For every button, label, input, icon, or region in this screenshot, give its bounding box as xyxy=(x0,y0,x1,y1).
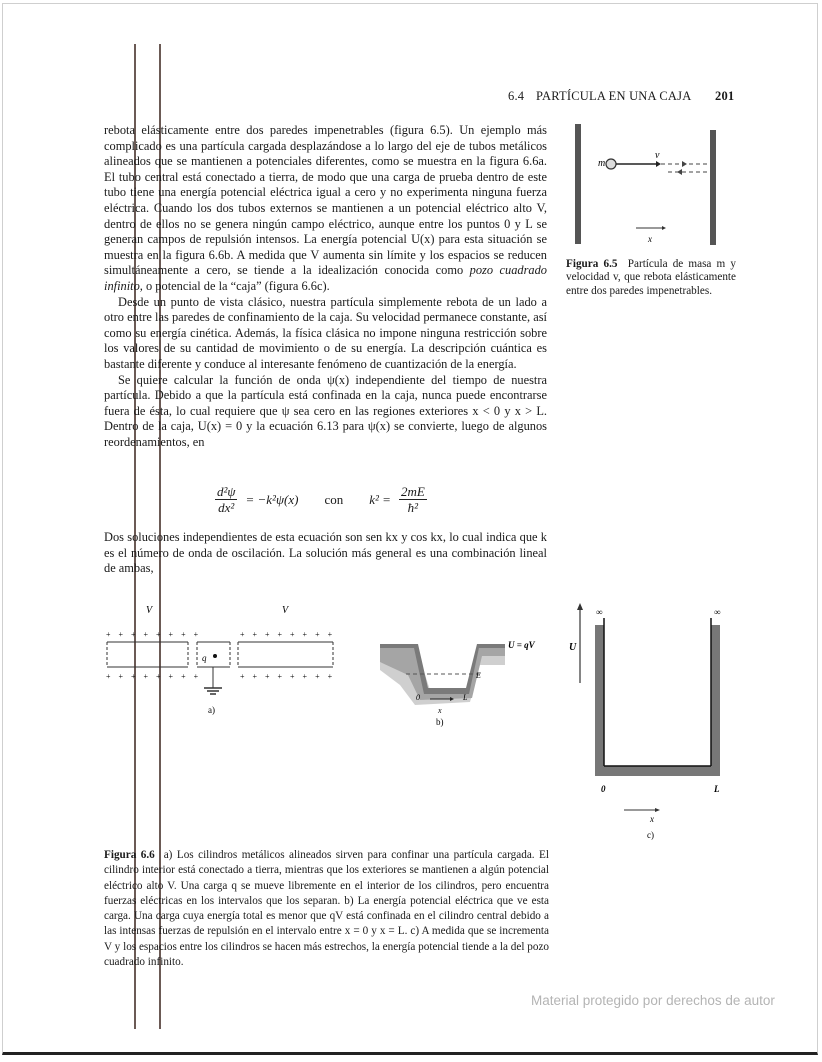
svg-text:U: U xyxy=(569,642,577,653)
svg-text:L: L xyxy=(714,784,720,794)
svg-text:0: 0 xyxy=(416,693,420,702)
page-number: 201 xyxy=(715,89,735,103)
eq-k-fraction: $\frac{2mE}{\text{ħ²}}$ xyxy=(400,484,425,515)
svg-text:a): a) xyxy=(208,705,215,715)
eq-connector: con xyxy=(324,491,344,507)
svg-text:x: x xyxy=(650,814,654,824)
svg-text:x: x xyxy=(648,234,652,244)
paragraph-4: Dos soluciones independientes de esta ecuación son sen kx y cos kx, lo cual indica que k es el número de onda de oscilación. La solución más general es una combinación lineal de ambas, xyxy=(104,530,547,576)
paragraph-1: rebota elásticamente entre dos paredes impenetrables (figura 6.5). Un ejemplo más complicado es una partícula cargada desplazándose a lo largo del eje de tubos metálicos alineados que se mantienen a potenciales diferentes, como se muestra en la figura 6.6a. El tubo central está conectado a tierra, de modo que una carga de prueba dentro de este tubo tiene una energía potencial eléctrica igual a cero y no experimenta ninguna fuerza eléctrica. Cuando los dos tubos externos se mantienen a un potencial eléctrico alto V, dentro de ellos no se genera ningún campo eléctrico, aunque entre los puntos 0 y L se generan campos de repulsión intensos. La energía potencial U(x) para esta situación se muestra en la figura 6.6b. A medida que V aumenta sin límite y los espacios se reducen simultáneamente a cero, se tiende a la idealización conocida como pozo cuadrado infinito, o potencial de la “caja” (figura 6.6c). xyxy=(104,123,548,293)
svg-text:+ + + + + + + +: + + + + + + + + xyxy=(240,630,336,639)
svg-text:∞: ∞ xyxy=(596,607,603,617)
svg-text:V: V xyxy=(282,605,289,616)
figure-6-6c-infinite-well xyxy=(569,598,735,843)
svg-text:V: V xyxy=(146,605,153,616)
svg-text:∞: ∞ xyxy=(714,607,721,617)
figure-6-5-caption: Figura 6.5 Partícula de masa m y velocidad v, que rebota elásticamente entre dos paredes impenetrables. xyxy=(566,258,737,297)
svg-text:+ + + + + + + +: + + + + + + + + xyxy=(240,672,336,681)
section-number: 6.4 xyxy=(508,89,525,103)
figure-6-6-caption: Figura 6.6 a) Los cilindros metálicos alineados sirven para confinar una partícula cargada. El cilindro interior está conectado a tierra, mientras que los exteriores se mantienen a algún potencial eléctrico alto V. Una carga q se mueve libremente en el interior de los cilindros, pero encuentra fuerzas eléctricas en los intervalos que los separan. b) La energía potencial eléctrica que ve esta carga. Una carga cuya energía total es menor que qV está confinada en el cilindro central debido a las intensas fuerzas de repulsión en el intervalo entre x = 0 y x = L. c) A medida que se incrementa V y los espacios entre los cilindros se hacen más estrechos, la energía potencial tiende a la del pozo cuadrado infinito. xyxy=(104,849,549,969)
svg-text:x: x xyxy=(438,706,442,715)
svg-text:q: q xyxy=(202,653,207,663)
paragraph-2: Desde un punto de vista clásico, nuestra partícula simplemente rebota de un lado a otro entre las paredes de confinamiento de la caja. Su velocidad permanece constante, así como su energía cinética. Además, la física clásica no impone ninguna restricción sobre los valores de su cantidad de movimiento o de su energía. La descripción cuántica es bastante diferente y conduce al interesante fenómeno de cuantización de la energía. xyxy=(104,294,547,371)
copyright-watermark: Material protegido por derechos de autor xyxy=(531,993,775,1008)
svg-text:v: v xyxy=(655,150,660,161)
svg-text:+ + + + + + + +: + + + + + + + + xyxy=(106,630,202,639)
term-infinite-well: pozo cuadrado infinito, xyxy=(104,263,548,293)
svg-text:c): c) xyxy=(647,830,654,840)
figure-6-6a-cylinders xyxy=(100,595,340,725)
body-text xyxy=(104,123,547,450)
svg-text:+ + + + + + + +: + + + + + + + + xyxy=(106,672,202,681)
svg-text:U = qV: U = qV xyxy=(508,640,535,650)
svg-text:E: E xyxy=(476,671,481,680)
svg-text:L: L xyxy=(463,693,468,702)
svg-text:b): b) xyxy=(436,717,444,727)
eq-derivative: $\frac{\text{d²ψ}}{\text{dx²}}$ xyxy=(217,484,236,515)
schrodinger-equation xyxy=(215,484,427,515)
svg-text:m: m xyxy=(598,158,606,169)
figure-6-6b-potential xyxy=(380,630,560,725)
eq-rhs: = −k²ψ(x) xyxy=(245,491,299,507)
figure-6-5-diagram xyxy=(560,120,740,250)
svg-text:0: 0 xyxy=(601,784,606,794)
section-title: PARTÍCULA EN UNA CAJA xyxy=(536,89,692,103)
eq-k-lhs: k² = xyxy=(369,491,391,507)
paragraph-3: Se quiere calcular la función de onda ψ(x) independiente del tiempo de nuestra partícula. Debido a que la partícula está confinada en la caja, nunca puede encontrarse fuera de ésta, lo cual requiere que ψ sea cero en las regiones exteriores x < 0 y x > L. Dentro de la caja, U(x) = 0 y la ecuación 6.13 para ψ(x) se convierte, luego de algunos reordenamientos, en xyxy=(104,372,547,449)
